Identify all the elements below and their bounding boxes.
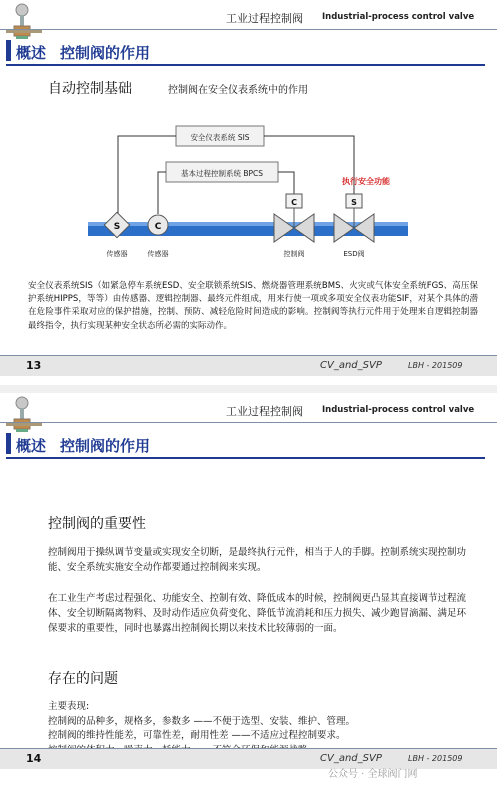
sensor-1-label: 传感器 [106, 250, 128, 258]
valve-logo-icon [4, 2, 44, 42]
bpcs-label: 基本过程控制系统 BPCS [180, 169, 264, 178]
sensor-2-label: 传感器 [147, 250, 169, 258]
header-title-en: Industrial-process control valve [322, 12, 475, 22]
section-num: 概述 [16, 437, 47, 455]
page-number: 14 [26, 752, 42, 765]
section-marker [6, 40, 11, 61]
svg-text:C: C [154, 222, 162, 232]
section-name: 控制阀的作用 [60, 44, 151, 62]
section-title [16, 42, 150, 63]
header-title: 工业过程控制阀 [226, 12, 303, 25]
slide-13 [0, 0, 497, 385]
section-num: 概述 [16, 44, 47, 62]
slide-14 [0, 393, 497, 778]
slide-subheading: 控制阀在安全仪表系统中的作用 [168, 85, 308, 96]
list-item: 控制阀的品种多，规格多，参数多 ——不便于选型、安装、维护、管理。 [48, 715, 356, 727]
control-valve-icon [274, 214, 294, 242]
footer-code: CV_and_SVP [320, 753, 382, 764]
header-divider [0, 422, 497, 423]
control-valve-label: 控制阀 [283, 250, 305, 258]
svg-text:S: S [351, 198, 357, 207]
section-marker [6, 433, 11, 454]
importance-paragraph-1: 控制阀用于操纵调节变量或实现安全切断，是最终执行元件，相当于人的手脚。控制系统实现控制功能、安全系统实施安全动作都要通过控制阀来实现。 [48, 547, 467, 573]
page-number: 13 [26, 359, 42, 372]
sis-paragraph: 安全仪表系统SIS（如紧急停车系统ESD、安全联锁系统SIS、燃烧器管理系统BMS、火灾或气体安全系统FGS、高压保护系统HIPPS，等等）由传感器、逻辑控制器、最终元件组成，用来行使一项或多项安全仪表功能SIF，对某个具体的潜在危险事件采取对应的保护措施，控制、预防、减轻危险时间造成的影响。控制阀等执行元件用于处理来自逻辑控制器最终指令，执行实现某种安全状态所必需的实际动作。 [28, 281, 478, 331]
footer-ref: LBH - 201509 [408, 361, 463, 370]
footer-code: CV_and_SVP [320, 360, 382, 371]
list-title: 主要表现: [48, 701, 90, 712]
valve-logo-icon [4, 395, 44, 435]
svg-text:S: S [113, 222, 121, 232]
safety-action-label: 执行安全功能 [342, 177, 390, 186]
list-item: 控制阀的维持性能差，可靠性差，耐用性差 ——不适应过程控制要求。 [48, 730, 346, 741]
slide-heading: 自动控制基础 [48, 81, 132, 97]
importance-paragraph-2: 在工业生产考虑过程强化、功能安全、控制有效、降低成本的时候，控制阀更凸显其直接调节过程流体、安全切断隔离物料、及时动作适应负荷变化、降低节流消耗和压力损失、减少跑冒滴漏、满足环保要求的重要性，同时也暴露出控制阀长期以来技术比较薄弱的一面。 [48, 593, 467, 634]
header-title-en: Industrial-process control valve [322, 405, 475, 415]
header-title: 工业过程控制阀 [226, 405, 303, 418]
importance-heading: 控制阀的重要性 [48, 516, 146, 532]
problems-heading: 存在的问题 [48, 671, 118, 687]
section-underline [6, 457, 485, 459]
esd-valve-label: ESD阀 [343, 250, 365, 258]
section-name: 控制阀的作用 [60, 437, 151, 455]
sis-label: 安全仪表系统 SIS [190, 133, 250, 142]
sis-diagram [88, 118, 408, 258]
section-title [16, 435, 150, 456]
esd-valve-icon [334, 214, 354, 242]
footer-ref: LBH - 201509 [408, 754, 463, 763]
section-underline [6, 64, 485, 66]
svg-text:C: C [291, 198, 297, 207]
header-divider [0, 29, 497, 30]
slide-gap [0, 385, 497, 393]
watermark: 公众号 · 全球阀门网 [328, 769, 418, 780]
